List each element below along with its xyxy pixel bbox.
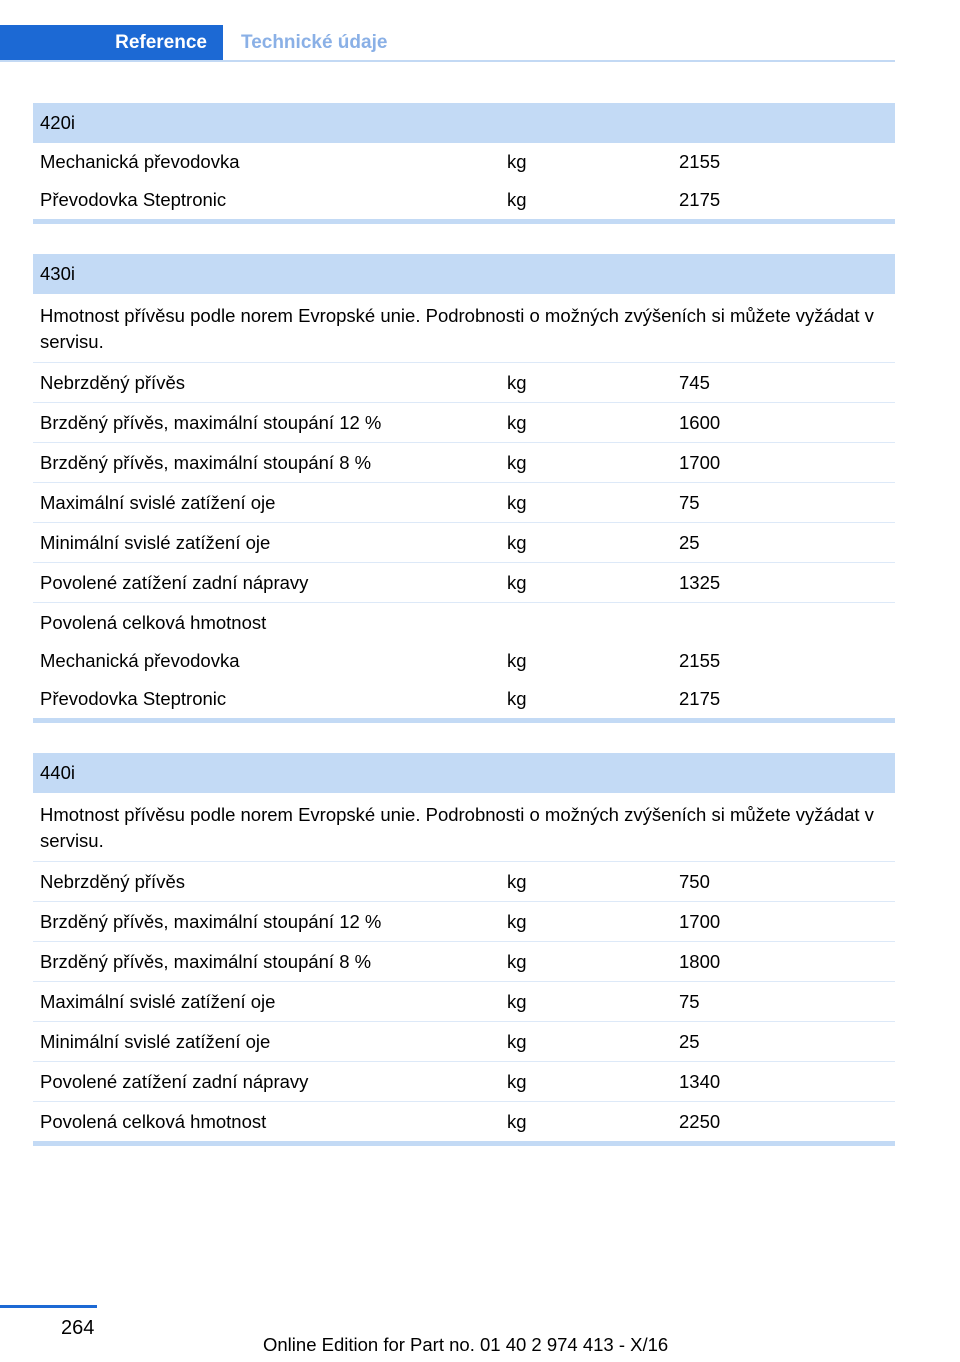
row-unit: kg <box>507 1110 527 1132</box>
table-row <box>33 362 895 402</box>
row-label: Maximální svislé zatížení oje <box>40 491 276 513</box>
row-unit: kg <box>507 870 527 892</box>
row-unit: kg <box>507 151 527 172</box>
table-row <box>33 642 895 680</box>
row-value: 2250 <box>679 1110 721 1132</box>
row-label: Převodovka Steptronic <box>40 189 227 210</box>
table-row <box>33 562 895 602</box>
row-unit: kg <box>507 910 527 932</box>
spec-tables <box>33 103 895 1176</box>
row-label: Převodovka Steptronic <box>40 688 227 709</box>
row-unit: kg <box>507 950 527 972</box>
table-row <box>33 941 895 981</box>
row-unit: kg <box>507 990 527 1012</box>
table-row <box>33 861 895 901</box>
footer-accent-line <box>0 1305 97 1308</box>
table-row <box>33 1021 895 1061</box>
section-tab-reference[interactable]: Reference <box>0 25 223 60</box>
row-value: 1700 <box>679 910 721 932</box>
row-label: Povolené zatížení zadní nápravy <box>40 1070 309 1092</box>
spec-table-430i <box>33 254 895 723</box>
table-model-heading: 430i <box>33 254 895 294</box>
row-label: Minimální svislé zatížení oje <box>40 1030 271 1052</box>
row-unit: kg <box>507 411 527 433</box>
row-label: Minimální svislé zatížení oje <box>40 531 271 553</box>
table-row <box>33 602 895 642</box>
row-unit: kg <box>507 491 527 513</box>
row-value: 1700 <box>679 451 721 473</box>
table-row <box>33 402 895 442</box>
table-row <box>33 522 895 562</box>
row-value: 745 <box>679 371 710 393</box>
page-number: 264 <box>61 1317 95 1339</box>
row-value: 2155 <box>679 151 721 172</box>
table-note: Hmotnost přívěsu podle norem Evropské unie. Podrobnosti o možných zvýšeních si můžete vyžádat v servisu. <box>40 305 874 352</box>
spec-table-420i <box>33 103 895 224</box>
subsection-title[interactable]: Technické údaje <box>241 31 388 53</box>
header-divider <box>0 60 895 62</box>
table-bottom-rule <box>33 718 895 723</box>
row-value: 2175 <box>679 688 721 709</box>
row-value: 25 <box>679 531 700 553</box>
row-unit: kg <box>507 1030 527 1052</box>
table-row <box>33 1061 895 1101</box>
spec-table-440i <box>33 753 895 1146</box>
row-value: 750 <box>679 870 710 892</box>
table-row <box>33 482 895 522</box>
row-value: 75 <box>679 990 700 1012</box>
row-value: 2155 <box>679 650 721 671</box>
row-label: Mechanická převodovka <box>40 151 240 172</box>
row-unit: kg <box>507 451 527 473</box>
row-unit: kg <box>507 688 527 709</box>
edition-note: Online Edition for Part no. 01 40 2 974 413 - X/16 <box>263 1334 669 1355</box>
row-label: Brzděný přívěs, maximální stoupání 8 % <box>40 950 372 972</box>
row-unit: kg <box>507 189 527 210</box>
row-value: 75 <box>679 491 700 513</box>
row-unit: kg <box>507 1070 527 1092</box>
row-label: Nebrzděný přívěs <box>40 371 185 393</box>
page-header <box>0 25 895 62</box>
row-value: 1800 <box>679 950 721 972</box>
row-label: Povolené zatížení zadní nápravy <box>40 571 309 593</box>
row-value: 2175 <box>679 189 721 210</box>
table-model-heading: 420i <box>33 103 895 143</box>
table-row <box>33 143 895 181</box>
row-label: Mechanická převodovka <box>40 650 240 671</box>
row-label: Brzděný přívěs, maximální stoupání 12 % <box>40 411 382 433</box>
row-label: Povolená celková hmotnost <box>40 1110 267 1132</box>
table-bottom-rule <box>33 1141 895 1146</box>
row-label: Maximální svislé zatížení oje <box>40 990 276 1012</box>
table-row <box>33 1101 895 1141</box>
row-value: 25 <box>679 1030 700 1052</box>
table-row <box>33 981 895 1021</box>
row-label: Brzděný přívěs, maximální stoupání 8 % <box>40 451 372 473</box>
row-value: 1600 <box>679 411 721 433</box>
table-row <box>33 181 895 219</box>
table-bottom-rule <box>33 219 895 224</box>
table-row <box>33 680 895 718</box>
row-unit: kg <box>507 571 527 593</box>
row-unit: kg <box>507 531 527 553</box>
row-label: Povolená celková hmotnost <box>40 611 267 633</box>
row-label: Nebrzděný přívěs <box>40 870 185 892</box>
table-row <box>33 442 895 482</box>
table-model-heading: 440i <box>33 753 895 793</box>
row-unit: kg <box>507 650 527 671</box>
table-row <box>33 901 895 941</box>
row-value: 1325 <box>679 571 721 593</box>
table-note: Hmotnost přívěsu podle norem Evropské unie. Podrobnosti o možných zvýšeních si můžete vyžádat v servisu. <box>40 804 874 851</box>
row-unit: kg <box>507 371 527 393</box>
row-label: Brzděný přívěs, maximální stoupání 12 % <box>40 910 382 932</box>
row-value: 1340 <box>679 1070 721 1092</box>
